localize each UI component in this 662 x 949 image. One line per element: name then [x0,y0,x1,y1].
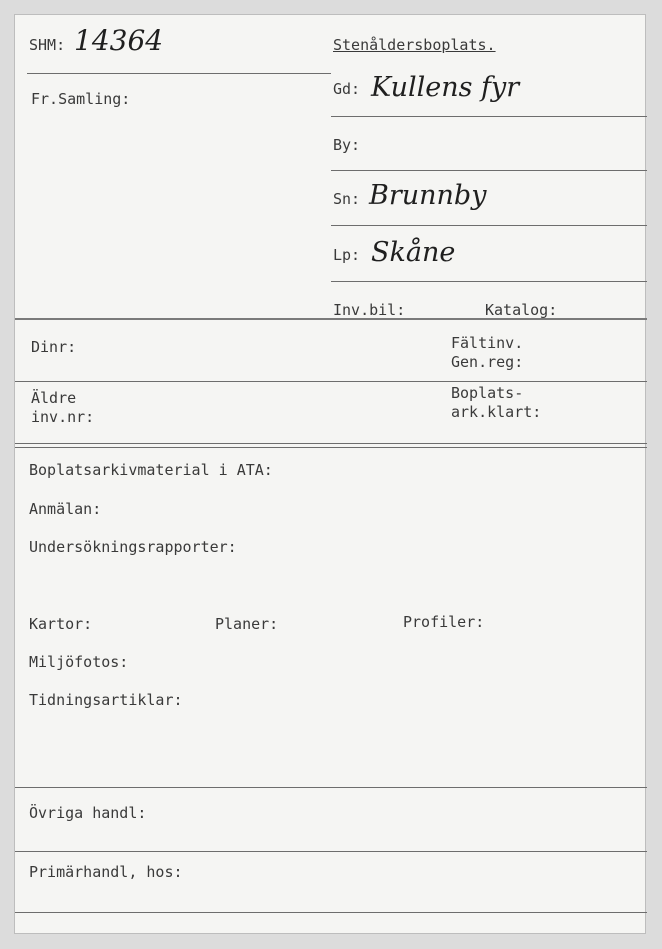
section-divider-4 [15,851,647,852]
shm-number: 14364 [74,24,164,57]
dinr-label: Dinr: [31,338,77,356]
lp-line [331,281,647,282]
gd-value: Kullens fyr [371,72,520,103]
catalog-card [14,14,646,934]
section-divider-3 [15,787,647,788]
ovriga-label: Övriga handl: [29,804,147,822]
undersokning-label: Undersökningsrapporter: [29,538,237,556]
shm-label: SHM: [29,36,66,54]
by-label: By: [333,136,361,154]
profiler-label: Profiler: [403,613,485,631]
arkklart-label: ark.klart: [451,403,542,421]
faltinv-label: Fältinv. [451,334,524,352]
kartor-label: Kartor: [29,615,93,633]
fr-samling-label: Fr.Samling: [31,90,131,108]
card-title: Stenåldersboplats. [333,36,496,54]
inv-bil-label: Inv.bil: [333,301,406,319]
invnr-label: inv.nr: [31,408,95,426]
gd-line [331,116,647,117]
shm-divider-line [27,73,331,74]
lp-label: Lp: [333,246,361,264]
lp-value: Skåne [371,237,456,268]
sn-line [331,225,647,226]
primar-label: Primärhandl, hos: [29,863,183,881]
sn-value: Brunnby [369,180,487,211]
boplats-label: Boplats- [451,384,524,402]
by-line [331,170,647,171]
anmalan-label: Anmälan: [29,500,102,518]
section-divider-2a [15,443,647,444]
miljofotos-label: Miljöfotos: [29,653,129,671]
tidning-label: Tidningsartiklar: [29,691,183,709]
sn-label: Sn: [333,190,361,208]
genreg-label: Gen.reg: [451,353,524,371]
aldre-label: Äldre [31,389,77,407]
katalog-label: Katalog: [485,301,558,319]
gd-label: Gd: [333,80,361,98]
planer-label: Planer: [215,615,279,633]
section-divider-1 [15,318,647,320]
dinr-line [15,381,647,382]
section-divider-2b [15,447,647,448]
archive-heading: Boplatsarkivmaterial i ATA: [29,461,273,479]
section-divider-5 [15,912,647,913]
